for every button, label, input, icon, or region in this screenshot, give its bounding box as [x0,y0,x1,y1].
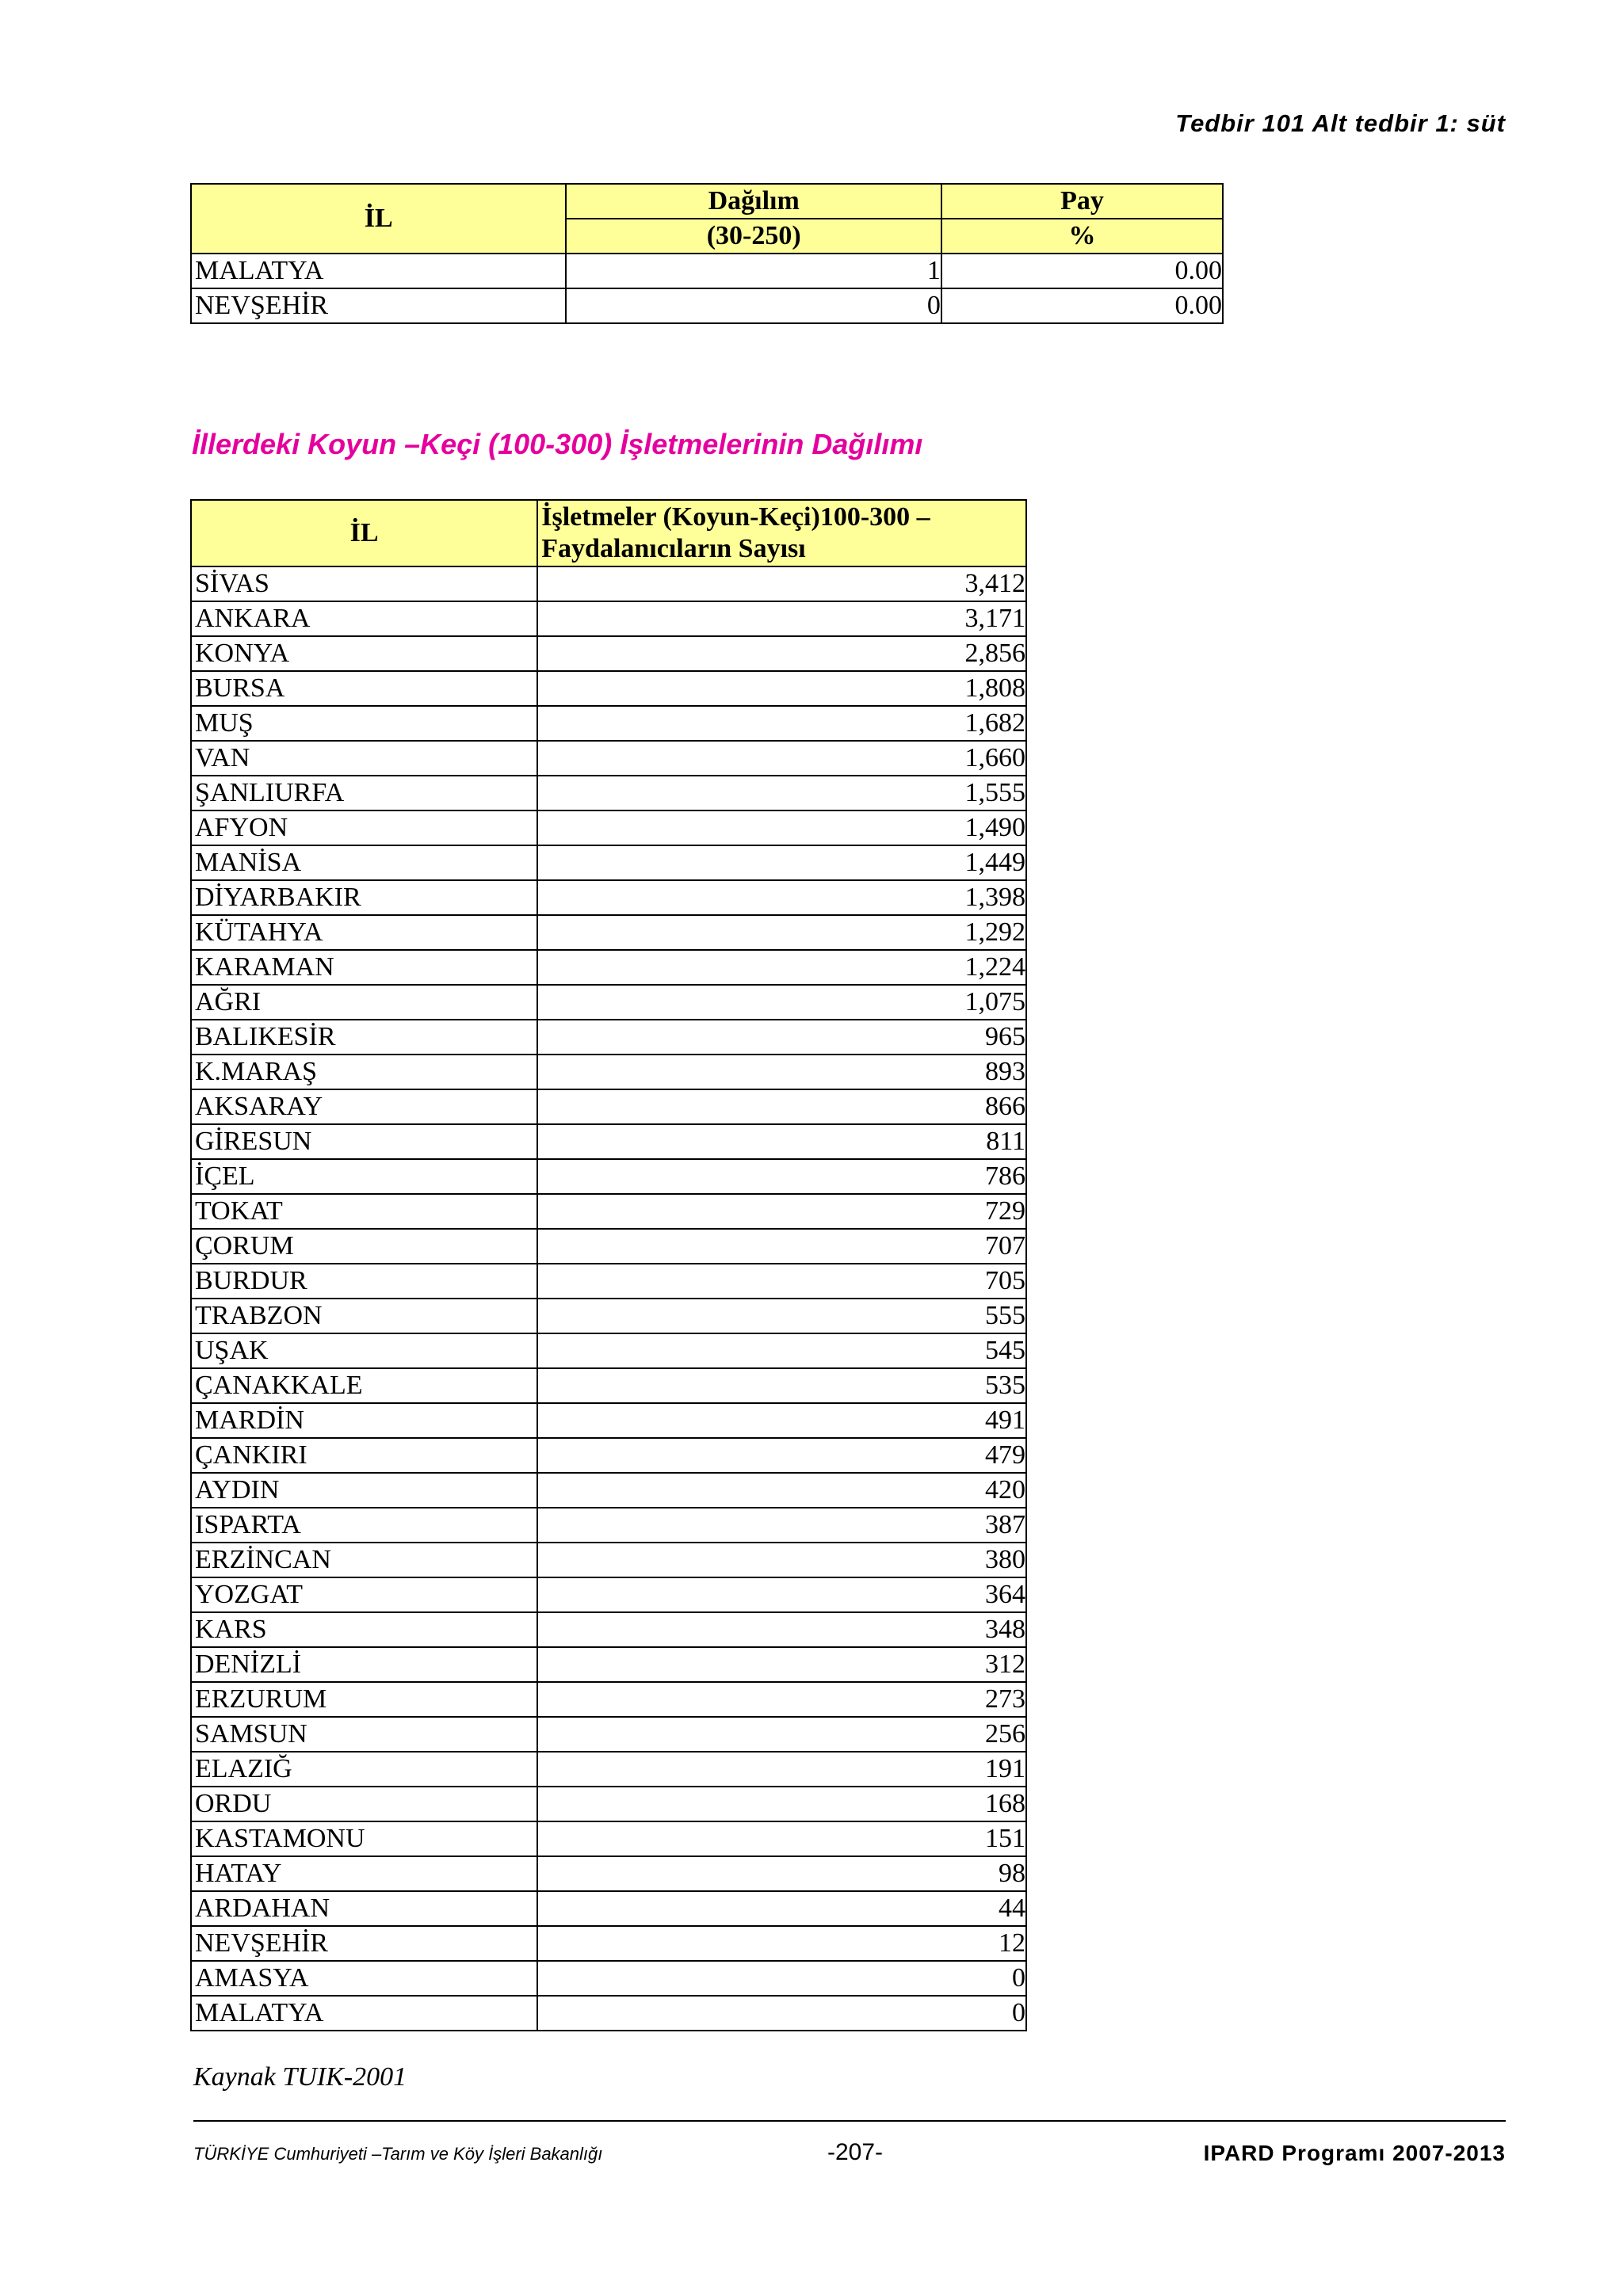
row-il: SAMSUN [191,1717,537,1752]
row-value: 348 [537,1612,1026,1647]
row-value: 705 [537,1264,1026,1299]
row-value: 191 [537,1752,1026,1787]
table-row [191,1577,1026,1612]
t1-header-il: İL [191,184,566,254]
row-value: 1,808 [537,671,1026,706]
t2-header-value-line2: Faydalanıcıların Sayısı [541,534,806,563]
row-value: 535 [537,1368,1026,1403]
row-il: DİYARBAKIR [191,880,537,915]
table-row [191,1752,1026,1787]
row-value: 1,075 [537,985,1026,1020]
row-il: ŞANLIURFA [191,776,537,810]
row-value: 12 [537,1926,1026,1961]
table-row [191,1717,1026,1752]
table-row [191,1264,1026,1299]
row-value: 1,682 [537,706,1026,741]
footer-ministry: TÜRKİYE Cumhuriyeti –Tarım ve Köy İşleri Bakanlığı [193,2144,603,2164]
row-il: ARDAHAN [191,1891,537,1926]
row-il: KARAMAN [191,950,537,985]
row-il: DENİZLİ [191,1647,537,1682]
table-row [191,880,1026,915]
row-il: MALATYA [191,254,566,288]
row-il: İÇEL [191,1159,537,1194]
row-il: TOKAT [191,1194,537,1229]
table-row [191,1124,1026,1159]
row-il: ÇORUM [191,1229,537,1264]
table-row [191,254,1223,288]
row-value: 1,555 [537,776,1026,810]
table-row [191,1055,1026,1089]
row-value: 98 [537,1856,1026,1891]
row-il: ANKARA [191,601,537,636]
row-value: 491 [537,1403,1026,1438]
row-il: ELAZIĞ [191,1752,537,1787]
source-note: Kaynak TUIK-2001 [193,2062,407,2092]
page-number: -207- [827,2139,884,2165]
table-row [191,1996,1026,2031]
row-il: ORDU [191,1787,537,1821]
row-il: MALATYA [191,1996,537,2031]
row-value: 168 [537,1787,1026,1821]
t2-header-il: İL [191,500,537,566]
row-value: 387 [537,1508,1026,1543]
row-il: TRABZON [191,1299,537,1333]
footer-divider [193,2120,1506,2122]
footer-program: IPARD Programı 2007-2013 [1203,2141,1506,2165]
row-value: 545 [537,1333,1026,1368]
table-row [191,915,1026,950]
table-row [191,1368,1026,1403]
row-il: K.MARAŞ [191,1055,537,1089]
table-row [191,1821,1026,1856]
row-il: KONYA [191,636,537,671]
row-il: HATAY [191,1856,537,1891]
t1-header-pay-sub: % [941,219,1223,254]
row-il: VAN [191,741,537,776]
row-il: YOZGAT [191,1577,537,1612]
page-header-title: Tedbir 101 Alt tedbir 1: süt [1175,109,1506,137]
table-row [191,1403,1026,1438]
dagilim-table [190,183,1224,324]
table-row [191,1229,1026,1264]
row-il: KARS [191,1612,537,1647]
table-row [191,636,1026,671]
row-il: ÇANAKKALE [191,1368,537,1403]
table-row [191,1333,1026,1368]
table-row [191,706,1026,741]
table-row [191,1089,1026,1124]
row-il: AMASYA [191,1961,537,1996]
section-title: İllerdeki Koyun –Keçi (100-300) İşletmelerinin Dağılımı [192,428,923,460]
row-value: 273 [537,1682,1026,1717]
table-row [191,1856,1026,1891]
row-pay: 0.00 [941,288,1223,323]
t2-header-value [537,500,1026,566]
table-row [191,845,1026,880]
row-dagilim: 1 [566,254,941,288]
row-value: 44 [537,1891,1026,1926]
table-row [191,566,1026,601]
row-il: AKSARAY [191,1089,537,1124]
row-il: KASTAMONU [191,1821,537,1856]
row-value: 2,856 [537,636,1026,671]
table-row [191,1299,1026,1333]
table-row [191,1159,1026,1194]
row-il: ERZURUM [191,1682,537,1717]
row-value: 786 [537,1159,1026,1194]
row-value: 1,292 [537,915,1026,950]
row-dagilim: 0 [566,288,941,323]
row-il: ÇANKIRI [191,1438,537,1473]
row-value: 1,398 [537,880,1026,915]
table-row [191,601,1026,636]
row-il: UŞAK [191,1333,537,1368]
table-row [191,985,1026,1020]
row-il: NEVŞEHİR [191,1926,537,1961]
row-value: 420 [537,1473,1026,1508]
row-il: AĞRI [191,985,537,1020]
row-il: AFYON [191,810,537,845]
row-value: 811 [537,1124,1026,1159]
row-il: MANİSA [191,845,537,880]
table-row [191,288,1223,323]
row-value: 893 [537,1055,1026,1089]
row-il: NEVŞEHİR [191,288,566,323]
row-il: KÜTAHYA [191,915,537,950]
row-value: 729 [537,1194,1026,1229]
row-value: 866 [537,1089,1026,1124]
row-value: 3,171 [537,601,1026,636]
table-row [191,810,1026,845]
table-row [191,741,1026,776]
row-value: 1,449 [537,845,1026,880]
table-row [191,1891,1026,1926]
t1-header-pay: Pay [941,184,1223,219]
table-row [191,950,1026,985]
row-value: 312 [537,1647,1026,1682]
t1-header-dagilim-sub: (30-250) [566,219,941,254]
row-value: 256 [537,1717,1026,1752]
row-il: AYDIN [191,1473,537,1508]
table-row [191,1612,1026,1647]
row-value: 479 [537,1438,1026,1473]
table-row [191,1020,1026,1055]
table-row [191,1961,1026,1996]
table-row [191,1926,1026,1961]
row-il: BALIKESİR [191,1020,537,1055]
table-row [191,1787,1026,1821]
row-il: BURSA [191,671,537,706]
row-il: MUŞ [191,706,537,741]
table-row [191,1438,1026,1473]
row-value: 0 [537,1996,1026,2031]
row-value: 965 [537,1020,1026,1055]
row-il: GİRESUN [191,1124,537,1159]
table-row [191,1543,1026,1577]
row-il: ISPARTA [191,1508,537,1543]
table-row [191,1647,1026,1682]
row-value: 0 [537,1961,1026,1996]
row-value: 707 [537,1229,1026,1264]
row-value: 380 [537,1543,1026,1577]
row-value: 555 [537,1299,1026,1333]
row-value: 3,412 [537,566,1026,601]
table-row [191,1682,1026,1717]
table-row [191,1473,1026,1508]
row-il: BURDUR [191,1264,537,1299]
row-value: 1,660 [537,741,1026,776]
table-row [191,671,1026,706]
row-value: 1,490 [537,810,1026,845]
koyun-keci-table [190,499,1027,2031]
row-value: 364 [537,1577,1026,1612]
row-pay: 0.00 [941,254,1223,288]
table-row [191,1194,1026,1229]
table-row [191,1508,1026,1543]
row-il: MARDİN [191,1403,537,1438]
t2-header-value-line1: İşletmeler (Koyun-Keçi)100-300 – [541,502,930,532]
row-il: SİVAS [191,566,537,601]
table-row [191,776,1026,810]
row-value: 1,224 [537,950,1026,985]
row-value: 151 [537,1821,1026,1856]
t1-header-dagilim: Dağılım [566,184,941,219]
row-il: ERZİNCAN [191,1543,537,1577]
